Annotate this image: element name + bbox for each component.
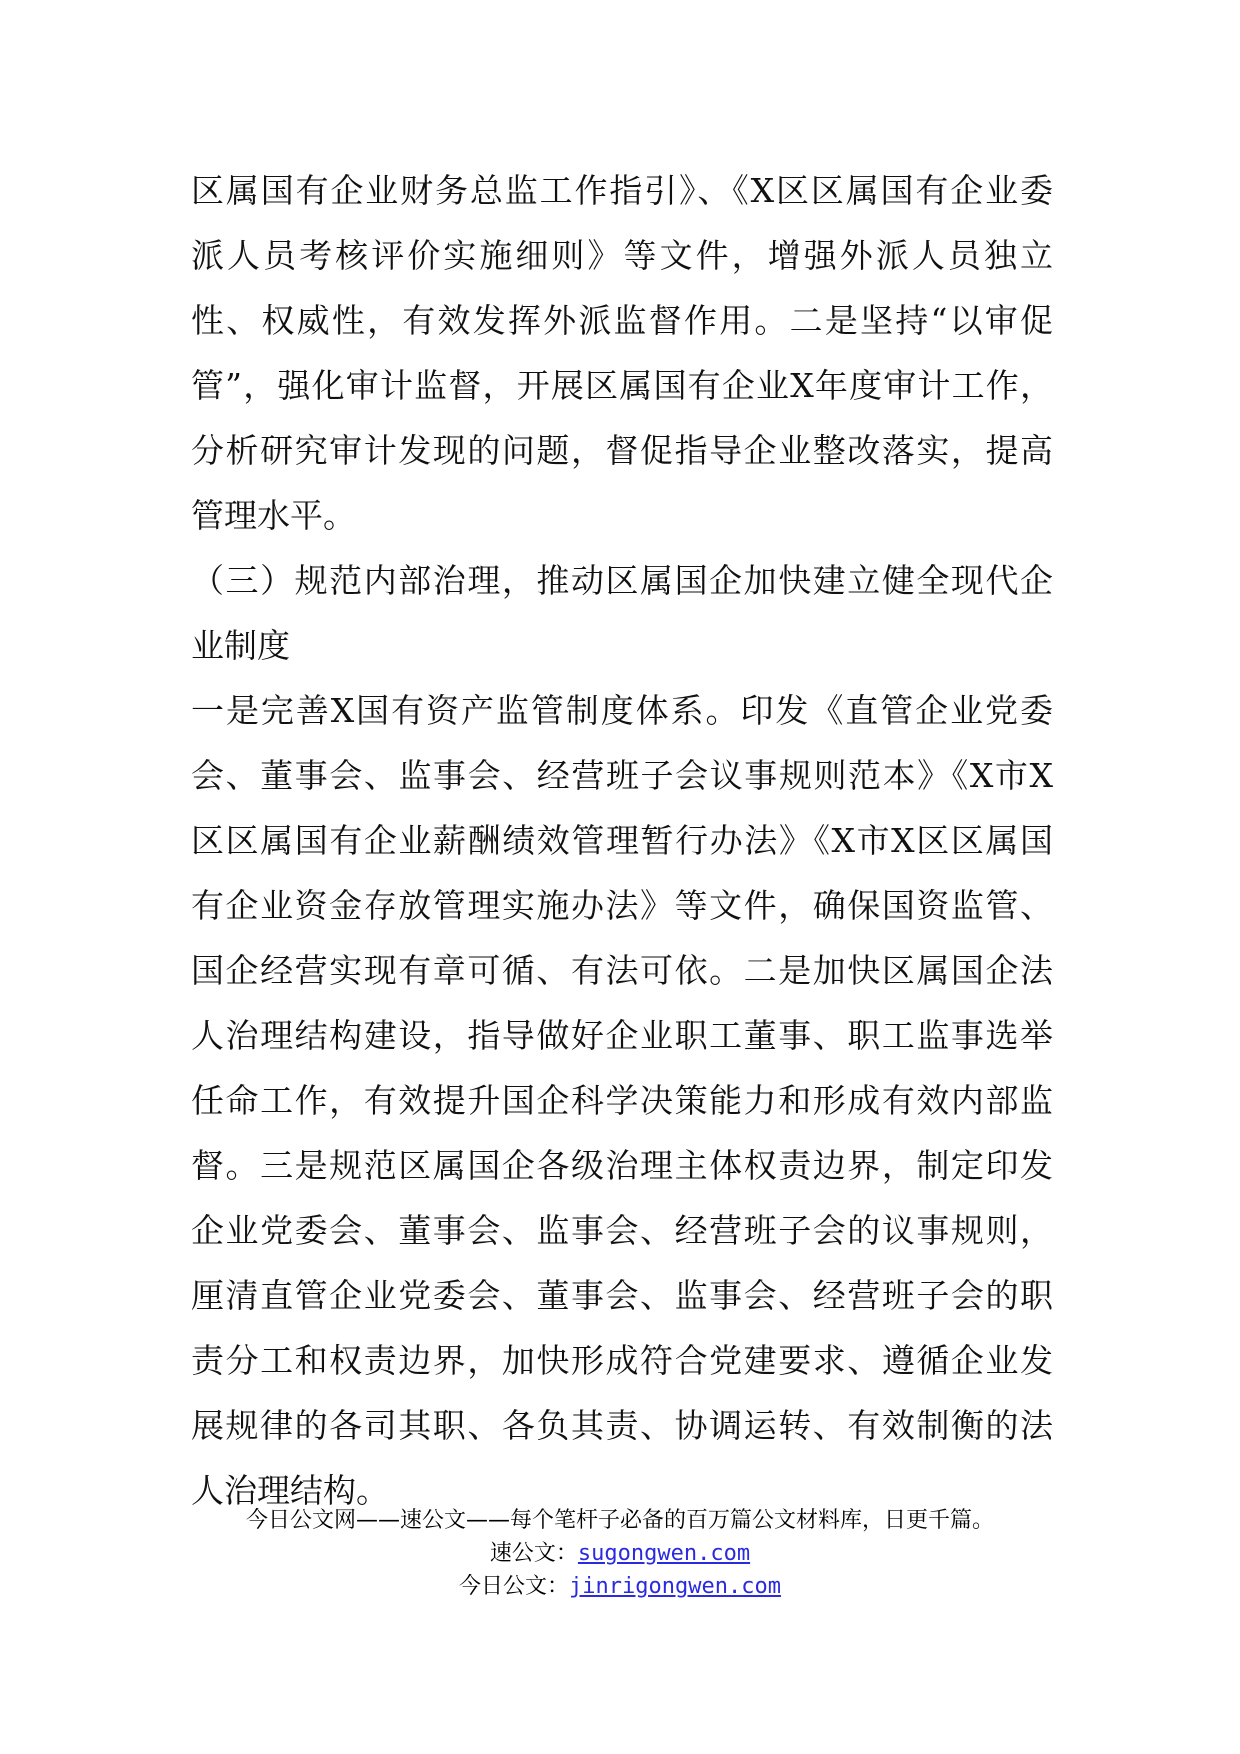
footer-jinri (0, 1570, 1240, 1603)
paragraph-governance (191, 678, 1053, 1523)
footer-sugongwen (0, 1537, 1240, 1570)
text-line: 展规律的各司其职、各负其责、协调运转、有效制衡的法 (191, 1406, 1053, 1445)
page-footer (0, 1504, 1240, 1603)
text-line: 有企业资金存放管理实施办法》等文件，确保国资监管、 (191, 886, 1053, 925)
text-line: 管理水平。 (191, 496, 356, 535)
section-heading-3 (191, 548, 1053, 678)
text-line: 厘清直管企业党委会、董事会、监事会、经营班子会的职 (191, 1276, 1053, 1315)
text-line: 一是完善X国有资产监管制度体系。印发《直管企业党委 (191, 691, 1053, 730)
document-body (191, 158, 1053, 1523)
text-line: 企业党委会、董事会、监事会、经营班子会的议事规则， (191, 1211, 1053, 1250)
text-line: 人治理结构。 (191, 1471, 389, 1510)
text-line: 责分工和权责边界，加快形成符合党建要求、遵循企业发 (191, 1341, 1053, 1380)
heading-line: 业制度 (191, 626, 290, 665)
footer-tagline: 今日公文网——速公文——每个笔杆子必备的百万篇公文材料库，日更千篇。 (245, 1508, 994, 1533)
sugongwen-label: 速公文： (489, 1541, 578, 1566)
text-line: 督。三是规范区属国企各级治理主体权责边界，制定印发 (191, 1146, 1053, 1185)
paragraph-continued (191, 158, 1053, 548)
text-line: 区属国有企业财务总监工作指引》、《X区区属国有企业委 (191, 171, 1053, 210)
text-line: 分析研究审计发现的问题，督促指导企业整改落实，提高 (191, 431, 1053, 470)
text-line: 管”，强化审计监督，开展区属国有企业X年度审计工作， (191, 366, 1053, 405)
text-line: 会、董事会、监事会、经营班子会议事规则范本》《X市X (191, 756, 1053, 795)
text-line: 国企经营实现有章可循、有法可依。二是加快区属国企法 (191, 951, 1053, 990)
text-line: 任命工作，有效提升国企科学决策能力和形成有效内部监 (191, 1081, 1053, 1120)
text-line: 区区属国有企业薪酬绩效管理暂行办法》《X市X区区属国 (191, 821, 1053, 860)
jinri-label: 今日公文： (459, 1574, 570, 1599)
text-line: 性、权威性，有效发挥外派监督作用。二是坚持“以审促 (191, 301, 1053, 340)
text-line: 人治理结构建设，指导做好企业职工董事、职工监事选举 (191, 1016, 1053, 1055)
jinri-link[interactable]: jinrigongwen.com (569, 1574, 781, 1599)
sugongwen-link[interactable]: sugongwen.com (577, 1541, 751, 1566)
heading-line: （三）规范内部治理，推动区属国企加快建立健全现代企 (191, 561, 1053, 600)
text-line: 派人员考核评价实施细则》等文件，增强外派人员独立 (191, 236, 1053, 275)
